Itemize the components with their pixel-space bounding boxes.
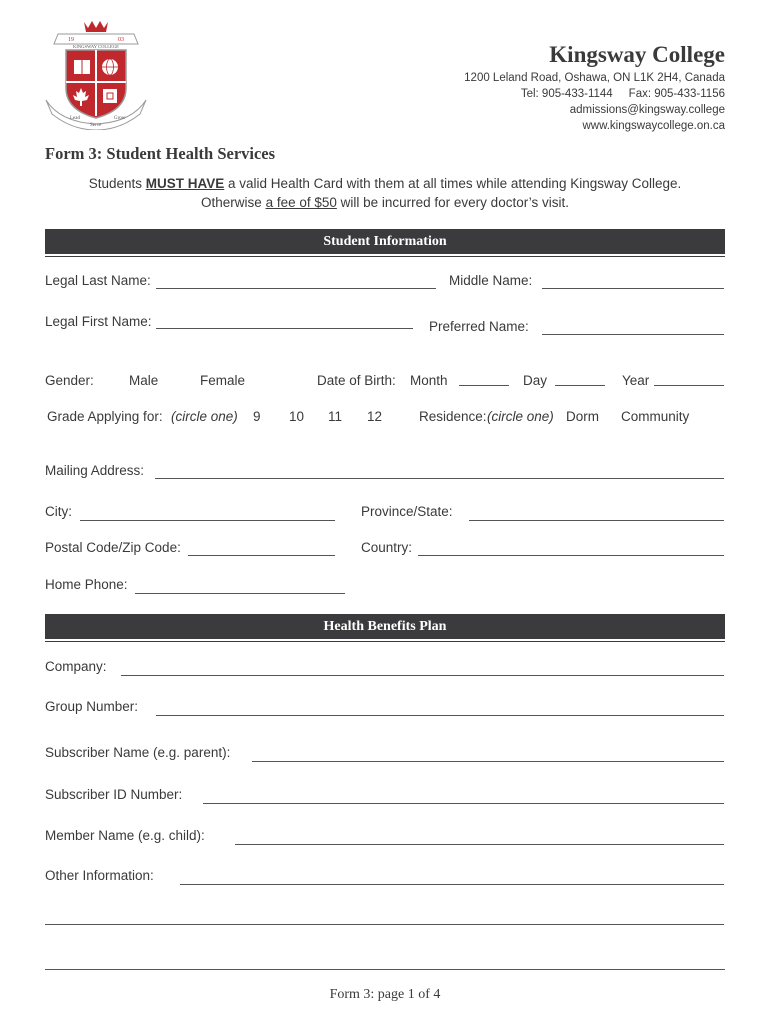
grade-option-12[interactable]: 12	[367, 409, 383, 424]
other-information-field-line-2[interactable]	[45, 924, 724, 925]
college-name: Kingsway College	[549, 42, 725, 67]
company-label: Company:	[45, 659, 107, 674]
notice2-text-post: will be incurred for every doctor’s visit.	[336, 195, 569, 210]
dob-month-field[interactable]	[459, 385, 509, 386]
country-field[interactable]	[418, 555, 724, 556]
legal-last-name-field[interactable]	[156, 288, 436, 289]
footer-rule	[45, 969, 725, 970]
subscriber-id-label: Subscriber ID Number:	[45, 787, 183, 802]
province-state-label: Province/State:	[361, 504, 453, 519]
residence-option-dorm[interactable]: Dorm	[566, 409, 599, 424]
dob-day-label: Day	[523, 373, 548, 388]
dob-year-field[interactable]	[654, 385, 724, 386]
crest-banner-text: KINGSWAY COLLEGE	[73, 44, 119, 49]
notice-text-post: a valid Health Card with them at all times while attending Kingsway College.	[224, 176, 682, 191]
postal-code-field[interactable]	[188, 555, 335, 556]
grade-option-9[interactable]: 9	[253, 409, 261, 424]
dob-year-label: Year	[622, 373, 650, 388]
group-number-label: Group Number:	[45, 699, 139, 714]
doctor-fee-notice	[45, 195, 725, 210]
date-of-birth-label: Date of Birth:	[317, 373, 396, 388]
home-phone-label: Home Phone:	[45, 577, 128, 592]
middle-name-field[interactable]	[542, 288, 724, 289]
home-phone-field[interactable]	[135, 593, 345, 594]
notice-text-pre: Students	[88, 176, 146, 191]
mailing-address-label: Mailing Address:	[45, 463, 145, 478]
dob-month-label: Month	[410, 373, 448, 388]
notice-must-have: MUST HAVE	[145, 176, 225, 191]
other-information-label: Other Information:	[45, 868, 154, 883]
other-information-field[interactable]	[180, 884, 724, 885]
college-address: 1200 Leland Road, Oshawa, ON L1K 2H4, Canada	[464, 72, 725, 84]
crest-year-left: 19	[68, 37, 74, 43]
grade-option-10[interactable]: 10	[289, 409, 305, 424]
notice2-fee: a fee of $50	[265, 195, 337, 210]
preferred-name-label: Preferred Name:	[429, 319, 529, 334]
crest-year-right: 03	[118, 37, 124, 43]
notice2-text-pre: Otherwise	[201, 195, 266, 210]
residence-circle-one: (circle one)	[487, 409, 554, 424]
preferred-name-field[interactable]	[542, 334, 724, 335]
college-crest-logo	[40, 18, 152, 130]
college-fax: Fax: 905-433-1156	[628, 88, 725, 100]
student-information-heading: Student Information	[45, 229, 725, 254]
postal-code-label: Postal Code/Zip Code:	[45, 540, 181, 555]
gender-label: Gender:	[45, 373, 94, 388]
crest-motto-right: Grow	[114, 116, 126, 121]
legal-first-name-label: Legal First Name:	[45, 314, 152, 329]
college-tel: Tel: 905-433-1144	[520, 88, 613, 100]
residence-option-community[interactable]: Community	[621, 409, 690, 424]
subscriber-name-field[interactable]	[252, 761, 724, 762]
crest-motto-mid: Serve	[90, 123, 102, 128]
subscriber-id-field[interactable]	[203, 803, 724, 804]
page-number: Form 3: page 1 of 4	[329, 987, 441, 1002]
legal-first-name-field[interactable]	[156, 328, 413, 329]
group-number-field[interactable]	[156, 715, 724, 716]
crest-motto-left: Lead	[70, 116, 80, 121]
grade-circle-one: (circle one)	[171, 409, 238, 424]
company-field[interactable]	[121, 675, 724, 676]
mailing-address-field[interactable]	[155, 478, 724, 479]
country-label: Country:	[361, 540, 413, 555]
college-phone-fax	[521, 88, 725, 100]
health-benefits-plan-heading: Health Benefits Plan	[45, 614, 725, 639]
city-label: City:	[45, 504, 72, 519]
residence-label: Residence:	[419, 409, 487, 424]
subscriber-name-label: Subscriber Name (e.g. parent):	[45, 745, 231, 760]
gender-option-female[interactable]: Female	[200, 373, 246, 388]
grade-applying-label: Grade Applying for:	[47, 409, 163, 424]
grade-option-11[interactable]: 11	[328, 409, 343, 424]
form-title: Form 3: Student Health Services	[45, 144, 276, 163]
middle-name-label: Middle Name:	[449, 273, 533, 288]
province-state-field[interactable]	[469, 520, 724, 521]
city-field[interactable]	[80, 520, 335, 521]
dob-day-field[interactable]	[555, 385, 605, 386]
crest-icon	[40, 18, 152, 130]
college-website: www.kingswaycollege.on.ca	[582, 120, 725, 132]
gender-option-male[interactable]: Male	[129, 373, 159, 388]
legal-last-name-label: Legal Last Name:	[45, 273, 151, 288]
health-card-notice	[45, 176, 725, 191]
member-name-label: Member Name (e.g. child):	[45, 828, 205, 843]
member-name-field[interactable]	[235, 844, 724, 845]
college-email: admissions@kingsway.college	[569, 104, 725, 116]
